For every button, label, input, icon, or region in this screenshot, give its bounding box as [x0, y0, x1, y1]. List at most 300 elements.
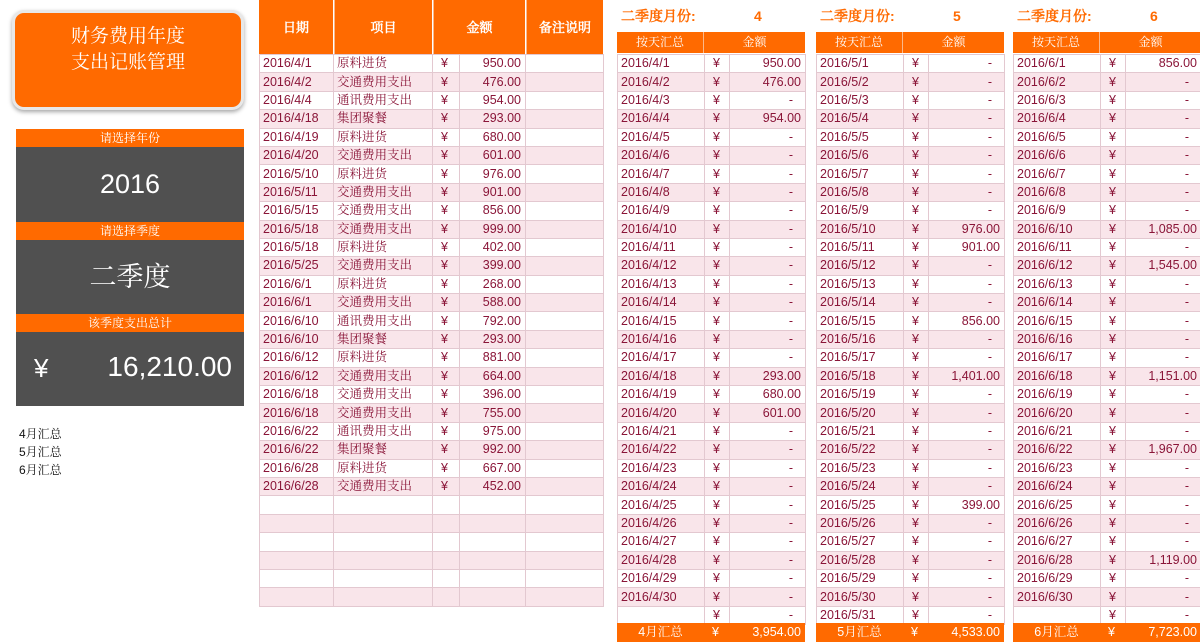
daily-row[interactable]	[817, 514, 1005, 532]
ledger-currency-cell[interactable]	[433, 533, 460, 551]
daily-currency-cell[interactable]: ¥	[705, 514, 730, 532]
daily-currency-cell[interactable]: ¥	[1101, 606, 1126, 624]
daily-date-cell[interactable]: 2016/5/9	[817, 202, 904, 220]
ledger-note-cell[interactable]	[526, 551, 604, 569]
daily-row[interactable]	[817, 91, 1005, 109]
ledger-item-cell[interactable]: 原料进货	[334, 275, 433, 293]
daily-date-cell[interactable]: 2016/5/18	[817, 367, 904, 385]
daily-amount-cell[interactable]: 901.00	[929, 238, 1005, 256]
daily-amount-cell[interactable]: 954.00	[730, 110, 806, 128]
daily-date-cell[interactable]: 2016/4/7	[618, 165, 705, 183]
ledger-row[interactable]	[260, 330, 604, 348]
daily-amount-cell[interactable]: 1,085.00	[1126, 220, 1200, 238]
daily-date-cell[interactable]: 2016/4/23	[618, 459, 705, 477]
daily-row[interactable]	[618, 459, 806, 477]
daily-amount-cell[interactable]: -	[730, 312, 806, 330]
ledger-date-cell[interactable]: 2016/5/18	[260, 220, 334, 238]
ledger-amount-cell[interactable]: 976.00	[460, 165, 526, 183]
ledger-currency-cell[interactable]: ¥	[433, 404, 460, 422]
daily-amount-cell[interactable]: 1,401.00	[929, 367, 1005, 385]
daily-amount-cell[interactable]: -	[1126, 128, 1200, 146]
ledger-item-cell[interactable]: 原料进货	[334, 55, 433, 73]
ledger-amount-cell[interactable]: 680.00	[460, 128, 526, 146]
ledger-date-cell[interactable]: 2016/4/18	[260, 110, 334, 128]
ledger-date-cell[interactable]: 2016/4/4	[260, 91, 334, 109]
ledger-item-cell[interactable]: 交通费用支出	[334, 220, 433, 238]
daily-row[interactable]	[1014, 367, 1200, 385]
ledger-amount-cell[interactable]: 950.00	[460, 55, 526, 73]
ledger-currency-cell[interactable]	[433, 569, 460, 587]
ledger-currency-cell[interactable]	[433, 551, 460, 569]
daily-row[interactable]	[817, 165, 1005, 183]
ledger-currency-cell[interactable]: ¥	[433, 183, 460, 201]
daily-currency-cell[interactable]: ¥	[705, 367, 730, 385]
ledger-date-cell[interactable]	[260, 551, 334, 569]
daily-amount-cell[interactable]: -	[929, 606, 1005, 624]
ledger-note-cell[interactable]	[526, 441, 604, 459]
ledger-currency-cell[interactable]: ¥	[433, 312, 460, 330]
daily-date-cell[interactable]: 2016/5/10	[817, 220, 904, 238]
ledger-row[interactable]	[260, 146, 604, 164]
year-select[interactable]: 2016	[16, 147, 244, 222]
daily-row[interactable]	[817, 441, 1005, 459]
daily-row[interactable]	[1014, 257, 1200, 275]
daily-row[interactable]	[817, 55, 1005, 73]
daily-date-cell[interactable]: 2016/4/14	[618, 294, 705, 312]
daily-amount-cell[interactable]: -	[1126, 533, 1200, 551]
daily-row[interactable]	[618, 588, 806, 606]
daily-row[interactable]	[618, 569, 806, 587]
ledger-date-cell[interactable]	[260, 496, 334, 514]
daily-currency-cell[interactable]: ¥	[904, 330, 929, 348]
ledger-note-cell[interactable]	[526, 257, 604, 275]
daily-date-cell[interactable]: 2016/6/7	[1014, 165, 1101, 183]
daily-date-cell[interactable]: 2016/4/27	[618, 533, 705, 551]
daily-currency-cell[interactable]: ¥	[1101, 128, 1126, 146]
ledger-item-cell[interactable]: 原料进货	[334, 459, 433, 477]
daily-currency-cell[interactable]: ¥	[705, 496, 730, 514]
daily-amount-cell[interactable]: -	[1126, 294, 1200, 312]
daily-row[interactable]	[1014, 422, 1200, 440]
ledger-item-cell[interactable]: 集团聚餐	[334, 330, 433, 348]
daily-row[interactable]	[817, 569, 1005, 587]
daily-amount-cell[interactable]: -	[1126, 606, 1200, 624]
ledger-currency-cell[interactable]: ¥	[433, 422, 460, 440]
daily-date-cell[interactable]: 2016/5/2	[817, 73, 904, 91]
daily-date-cell[interactable]: 2016/5/31	[817, 606, 904, 624]
ledger-row[interactable]	[260, 477, 604, 495]
ledger-item-cell[interactable]: 交通费用支出	[334, 477, 433, 495]
ledger-date-cell[interactable]	[260, 569, 334, 587]
daily-row[interactable]	[1014, 606, 1200, 624]
ledger-date-cell[interactable]: 2016/5/15	[260, 202, 334, 220]
ledger-row[interactable]	[260, 220, 604, 238]
daily-row[interactable]	[817, 533, 1005, 551]
ledger-amount-cell[interactable]: 667.00	[460, 459, 526, 477]
daily-amount-cell[interactable]: -	[730, 514, 806, 532]
ledger-row[interactable]	[260, 275, 604, 293]
daily-row[interactable]	[817, 128, 1005, 146]
daily-row[interactable]	[817, 477, 1005, 495]
daily-currency-cell[interactable]: ¥	[705, 91, 730, 109]
ledger-currency-cell[interactable]: ¥	[433, 294, 460, 312]
ledger-row[interactable]	[260, 294, 604, 312]
daily-amount-cell[interactable]: -	[730, 183, 806, 201]
daily-currency-cell[interactable]: ¥	[904, 146, 929, 164]
daily-amount-cell[interactable]: -	[730, 606, 806, 624]
daily-date-cell[interactable]: 2016/5/12	[817, 257, 904, 275]
ledger-amount-cell[interactable]: 293.00	[460, 110, 526, 128]
daily-amount-cell[interactable]: -	[929, 294, 1005, 312]
daily-date-cell[interactable]: 2016/6/21	[1014, 422, 1101, 440]
ledger-note-cell[interactable]	[526, 386, 604, 404]
daily-amount-cell[interactable]: 680.00	[730, 386, 806, 404]
ledger-amount-cell[interactable]: 399.00	[460, 257, 526, 275]
daily-row[interactable]	[618, 275, 806, 293]
daily-row[interactable]	[817, 146, 1005, 164]
daily-date-cell[interactable]: 2016/5/26	[817, 514, 904, 532]
daily-currency-cell[interactable]: ¥	[904, 165, 929, 183]
daily-row[interactable]	[1014, 477, 1200, 495]
ledger-row[interactable]	[260, 496, 604, 514]
ledger-row[interactable]	[260, 55, 604, 73]
daily-row[interactable]	[817, 275, 1005, 293]
daily-currency-cell[interactable]: ¥	[904, 496, 929, 514]
daily-date-cell[interactable]: 2016/4/26	[618, 514, 705, 532]
daily-amount-cell[interactable]: -	[730, 588, 806, 606]
ledger-currency-cell[interactable]: ¥	[433, 441, 460, 459]
ledger-note-cell[interactable]	[526, 73, 604, 91]
daily-date-cell[interactable]: 2016/6/20	[1014, 404, 1101, 422]
ledger-item-cell[interactable]: 交通费用支出	[334, 202, 433, 220]
ledger-row[interactable]	[260, 257, 604, 275]
ledger-currency-cell[interactable]: ¥	[433, 73, 460, 91]
daily-currency-cell[interactable]: ¥	[1101, 91, 1126, 109]
daily-amount-cell[interactable]: -	[929, 110, 1005, 128]
ledger-row[interactable]	[260, 422, 604, 440]
ledger-row[interactable]	[260, 110, 604, 128]
daily-date-cell[interactable]: 2016/4/2	[618, 73, 705, 91]
daily-row[interactable]	[817, 367, 1005, 385]
daily-currency-cell[interactable]: ¥	[705, 128, 730, 146]
daily-currency-cell[interactable]: ¥	[1101, 257, 1126, 275]
ledger-item-cell[interactable]: 通讯费用支出	[334, 422, 433, 440]
ledger-note-cell[interactable]	[526, 312, 604, 330]
ledger-currency-cell[interactable]: ¥	[433, 202, 460, 220]
daily-currency-cell[interactable]: ¥	[705, 404, 730, 422]
ledger-amount-cell[interactable]: 881.00	[460, 349, 526, 367]
daily-date-cell[interactable]: 2016/6/8	[1014, 183, 1101, 201]
daily-amount-cell[interactable]: -	[1126, 183, 1200, 201]
ledger-row[interactable]	[260, 202, 604, 220]
ledger-date-cell[interactable]: 2016/5/18	[260, 238, 334, 256]
daily-date-cell[interactable]: 2016/6/10	[1014, 220, 1101, 238]
ledger-row[interactable]	[260, 459, 604, 477]
month-number[interactable]: 5	[953, 8, 961, 24]
ledger-note-cell[interactable]	[526, 165, 604, 183]
daily-currency-cell[interactable]: ¥	[904, 91, 929, 109]
ledger-date-cell[interactable]: 2016/4/20	[260, 146, 334, 164]
daily-amount-cell[interactable]: -	[730, 202, 806, 220]
daily-currency-cell[interactable]: ¥	[1101, 110, 1126, 128]
daily-amount-cell[interactable]: -	[929, 441, 1005, 459]
daily-date-cell[interactable]: 2016/6/14	[1014, 294, 1101, 312]
ledger-currency-cell[interactable]: ¥	[433, 386, 460, 404]
ledger-item-cell[interactable]	[334, 496, 433, 514]
ledger-note-cell[interactable]	[526, 146, 604, 164]
daily-date-cell[interactable]: 2016/6/30	[1014, 588, 1101, 606]
ledger-item-cell[interactable]: 交通费用支出	[334, 404, 433, 422]
ledger-amount-cell[interactable]: 396.00	[460, 386, 526, 404]
daily-row[interactable]	[817, 202, 1005, 220]
ledger-date-cell[interactable]: 2016/6/10	[260, 312, 334, 330]
ledger-amount-cell[interactable]	[460, 569, 526, 587]
daily-currency-cell[interactable]: ¥	[705, 422, 730, 440]
ledger-item-cell[interactable]: 集团聚餐	[334, 441, 433, 459]
daily-currency-cell[interactable]: ¥	[1101, 569, 1126, 587]
ledger-note-cell[interactable]	[526, 514, 604, 532]
daily-currency-cell[interactable]: ¥	[1101, 220, 1126, 238]
daily-date-cell[interactable]: 2016/6/1	[1014, 55, 1101, 73]
daily-currency-cell[interactable]: ¥	[1101, 441, 1126, 459]
daily-amount-cell[interactable]: -	[730, 422, 806, 440]
ledger-amount-cell[interactable]: 856.00	[460, 202, 526, 220]
daily-date-cell[interactable]: 2016/6/26	[1014, 514, 1101, 532]
daily-currency-cell[interactable]: ¥	[904, 404, 929, 422]
daily-row[interactable]	[618, 330, 806, 348]
daily-amount-cell[interactable]: -	[730, 257, 806, 275]
daily-row[interactable]	[618, 165, 806, 183]
daily-amount-cell[interactable]: -	[730, 533, 806, 551]
daily-row[interactable]	[1014, 73, 1200, 91]
ledger-row[interactable]	[260, 183, 604, 201]
ledger-item-cell[interactable]: 交通费用支出	[334, 294, 433, 312]
daily-row[interactable]	[618, 514, 806, 532]
daily-date-cell[interactable]: 2016/4/30	[618, 588, 705, 606]
daily-currency-cell[interactable]: ¥	[904, 367, 929, 385]
daily-row[interactable]	[618, 533, 806, 551]
ledger-row[interactable]	[260, 533, 604, 551]
daily-date-cell[interactable]: 2016/5/14	[817, 294, 904, 312]
ledger-currency-cell[interactable]: ¥	[433, 220, 460, 238]
daily-row[interactable]	[817, 459, 1005, 477]
ledger-item-cell[interactable]: 原料进货	[334, 165, 433, 183]
daily-currency-cell[interactable]: ¥	[1101, 404, 1126, 422]
daily-date-cell[interactable]: 2016/6/28	[1014, 551, 1101, 569]
ledger-note-cell[interactable]	[526, 238, 604, 256]
daily-date-cell[interactable]: 2016/5/25	[817, 496, 904, 514]
ledger-currency-cell[interactable]: ¥	[433, 55, 460, 73]
daily-row[interactable]	[1014, 588, 1200, 606]
daily-date-cell[interactable]	[618, 606, 705, 624]
ledger-row[interactable]	[260, 404, 604, 422]
daily-date-cell[interactable]: 2016/4/28	[618, 551, 705, 569]
ledger-amount-cell[interactable]	[460, 514, 526, 532]
ledger-item-cell[interactable]: 交通费用支出	[334, 367, 433, 385]
daily-date-cell[interactable]: 2016/5/29	[817, 569, 904, 587]
ledger-note-cell[interactable]	[526, 330, 604, 348]
daily-amount-cell[interactable]: -	[1126, 404, 1200, 422]
daily-date-cell[interactable]	[1014, 606, 1101, 624]
daily-row[interactable]	[1014, 386, 1200, 404]
ledger-row[interactable]	[260, 165, 604, 183]
daily-date-cell[interactable]: 2016/4/11	[618, 238, 705, 256]
daily-currency-cell[interactable]: ¥	[705, 146, 730, 164]
daily-amount-cell[interactable]: -	[730, 477, 806, 495]
daily-date-cell[interactable]: 2016/4/25	[618, 496, 705, 514]
daily-amount-cell[interactable]: -	[730, 441, 806, 459]
ledger-amount-cell[interactable]	[460, 588, 526, 606]
ledger-amount-cell[interactable]: 975.00	[460, 422, 526, 440]
daily-row[interactable]	[1014, 514, 1200, 532]
daily-amount-cell[interactable]: -	[730, 165, 806, 183]
daily-row[interactable]	[817, 220, 1005, 238]
daily-currency-cell[interactable]: ¥	[1101, 55, 1126, 73]
daily-date-cell[interactable]: 2016/5/5	[817, 128, 904, 146]
daily-row[interactable]	[817, 257, 1005, 275]
ledger-amount-cell[interactable]: 402.00	[460, 238, 526, 256]
daily-date-cell[interactable]: 2016/6/27	[1014, 533, 1101, 551]
daily-row[interactable]	[618, 294, 806, 312]
daily-date-cell[interactable]: 2016/6/11	[1014, 238, 1101, 256]
daily-amount-cell[interactable]: 1,545.00	[1126, 257, 1200, 275]
ledger-date-cell[interactable]: 2016/5/10	[260, 165, 334, 183]
daily-date-cell[interactable]: 2016/5/1	[817, 55, 904, 73]
daily-currency-cell[interactable]: ¥	[904, 183, 929, 201]
ledger-item-cell[interactable]: 交通费用支出	[334, 386, 433, 404]
daily-amount-cell[interactable]: 1,151.00	[1126, 367, 1200, 385]
daily-row[interactable]	[618, 91, 806, 109]
ledger-item-cell[interactable]: 通讯费用支出	[334, 91, 433, 109]
daily-currency-cell[interactable]: ¥	[1101, 238, 1126, 256]
daily-currency-cell[interactable]: ¥	[705, 55, 730, 73]
ledger-note-cell[interactable]	[526, 91, 604, 109]
ledger-amount-cell[interactable]	[460, 551, 526, 569]
daily-date-cell[interactable]: 2016/6/17	[1014, 349, 1101, 367]
daily-currency-cell[interactable]: ¥	[904, 569, 929, 587]
daily-row[interactable]	[618, 477, 806, 495]
daily-currency-cell[interactable]: ¥	[904, 73, 929, 91]
daily-currency-cell[interactable]: ¥	[904, 312, 929, 330]
daily-date-cell[interactable]: 2016/4/8	[618, 183, 705, 201]
daily-currency-cell[interactable]: ¥	[904, 588, 929, 606]
ledger-currency-cell[interactable]: ¥	[433, 238, 460, 256]
daily-currency-cell[interactable]: ¥	[705, 606, 730, 624]
month-number[interactable]: 6	[1150, 8, 1158, 24]
daily-currency-cell[interactable]: ¥	[705, 165, 730, 183]
ledger-currency-cell[interactable]	[433, 588, 460, 606]
daily-date-cell[interactable]: 2016/4/3	[618, 91, 705, 109]
daily-amount-cell[interactable]: -	[929, 588, 1005, 606]
daily-currency-cell[interactable]: ¥	[904, 606, 929, 624]
daily-currency-cell[interactable]: ¥	[1101, 349, 1126, 367]
ledger-note-cell[interactable]	[526, 422, 604, 440]
daily-amount-cell[interactable]: -	[730, 551, 806, 569]
daily-row[interactable]	[1014, 275, 1200, 293]
daily-date-cell[interactable]: 2016/4/1	[618, 55, 705, 73]
daily-date-cell[interactable]: 2016/6/19	[1014, 386, 1101, 404]
ledger-amount-cell[interactable]: 664.00	[460, 367, 526, 385]
daily-currency-cell[interactable]: ¥	[705, 330, 730, 348]
daily-amount-cell[interactable]: -	[730, 128, 806, 146]
daily-currency-cell[interactable]: ¥	[1101, 496, 1126, 514]
daily-row[interactable]	[1014, 146, 1200, 164]
daily-currency-cell[interactable]: ¥	[1101, 146, 1126, 164]
daily-date-cell[interactable]: 2016/5/4	[817, 110, 904, 128]
ledger-amount-cell[interactable]: 999.00	[460, 220, 526, 238]
daily-amount-cell[interactable]: -	[730, 238, 806, 256]
daily-row[interactable]	[618, 551, 806, 569]
ledger-item-cell[interactable]: 交通费用支出	[334, 183, 433, 201]
daily-row[interactable]	[618, 238, 806, 256]
daily-row[interactable]	[618, 404, 806, 422]
ledger-amount-cell[interactable]: 268.00	[460, 275, 526, 293]
daily-row[interactable]	[618, 73, 806, 91]
daily-amount-cell[interactable]: -	[1126, 386, 1200, 404]
ledger-date-cell[interactable]: 2016/6/22	[260, 422, 334, 440]
daily-date-cell[interactable]: 2016/6/5	[1014, 128, 1101, 146]
ledger-amount-cell[interactable]: 901.00	[460, 183, 526, 201]
daily-amount-cell[interactable]: 1,119.00	[1126, 551, 1200, 569]
daily-currency-cell[interactable]: ¥	[1101, 459, 1126, 477]
ledger-currency-cell[interactable]: ¥	[433, 367, 460, 385]
daily-amount-cell[interactable]: 950.00	[730, 55, 806, 73]
daily-row[interactable]	[1014, 330, 1200, 348]
daily-date-cell[interactable]: 2016/5/17	[817, 349, 904, 367]
daily-row[interactable]	[618, 110, 806, 128]
daily-currency-cell[interactable]: ¥	[1101, 477, 1126, 495]
ledger-date-cell[interactable]	[260, 514, 334, 532]
ledger-note-cell[interactable]	[526, 404, 604, 422]
ledger-amount-cell[interactable]: 601.00	[460, 146, 526, 164]
daily-amount-cell[interactable]: -	[1126, 275, 1200, 293]
daily-row[interactable]	[1014, 202, 1200, 220]
daily-date-cell[interactable]: 2016/5/13	[817, 275, 904, 293]
ledger-amount-cell[interactable]: 792.00	[460, 312, 526, 330]
daily-currency-cell[interactable]: ¥	[705, 110, 730, 128]
daily-currency-cell[interactable]: ¥	[705, 569, 730, 587]
daily-currency-cell[interactable]: ¥	[1101, 73, 1126, 91]
daily-currency-cell[interactable]: ¥	[904, 202, 929, 220]
daily-date-cell[interactable]: 2016/6/24	[1014, 477, 1101, 495]
ledger-date-cell[interactable]: 2016/6/1	[260, 294, 334, 312]
daily-row[interactable]	[618, 349, 806, 367]
daily-currency-cell[interactable]: ¥	[1101, 275, 1126, 293]
ledger-note-cell[interactable]	[526, 349, 604, 367]
daily-date-cell[interactable]: 2016/4/17	[618, 349, 705, 367]
daily-date-cell[interactable]: 2016/5/30	[817, 588, 904, 606]
ledger-date-cell[interactable]	[260, 533, 334, 551]
daily-currency-cell[interactable]: ¥	[705, 533, 730, 551]
daily-amount-cell[interactable]: 1,967.00	[1126, 441, 1200, 459]
daily-row[interactable]	[817, 422, 1005, 440]
ledger-date-cell[interactable]: 2016/6/12	[260, 367, 334, 385]
daily-date-cell[interactable]: 2016/4/9	[618, 202, 705, 220]
daily-amount-cell[interactable]: -	[1126, 349, 1200, 367]
daily-date-cell[interactable]: 2016/6/22	[1014, 441, 1101, 459]
daily-currency-cell[interactable]: ¥	[705, 183, 730, 201]
daily-row[interactable]	[1014, 569, 1200, 587]
daily-amount-cell[interactable]: -	[929, 202, 1005, 220]
ledger-item-cell[interactable]: 原料进货	[334, 238, 433, 256]
daily-amount-cell[interactable]: -	[929, 477, 1005, 495]
daily-amount-cell[interactable]: 601.00	[730, 404, 806, 422]
daily-amount-cell[interactable]: -	[929, 146, 1005, 164]
daily-amount-cell[interactable]: -	[1126, 496, 1200, 514]
daily-currency-cell[interactable]: ¥	[1101, 551, 1126, 569]
ledger-item-cell[interactable]	[334, 514, 433, 532]
daily-date-cell[interactable]: 2016/4/21	[618, 422, 705, 440]
